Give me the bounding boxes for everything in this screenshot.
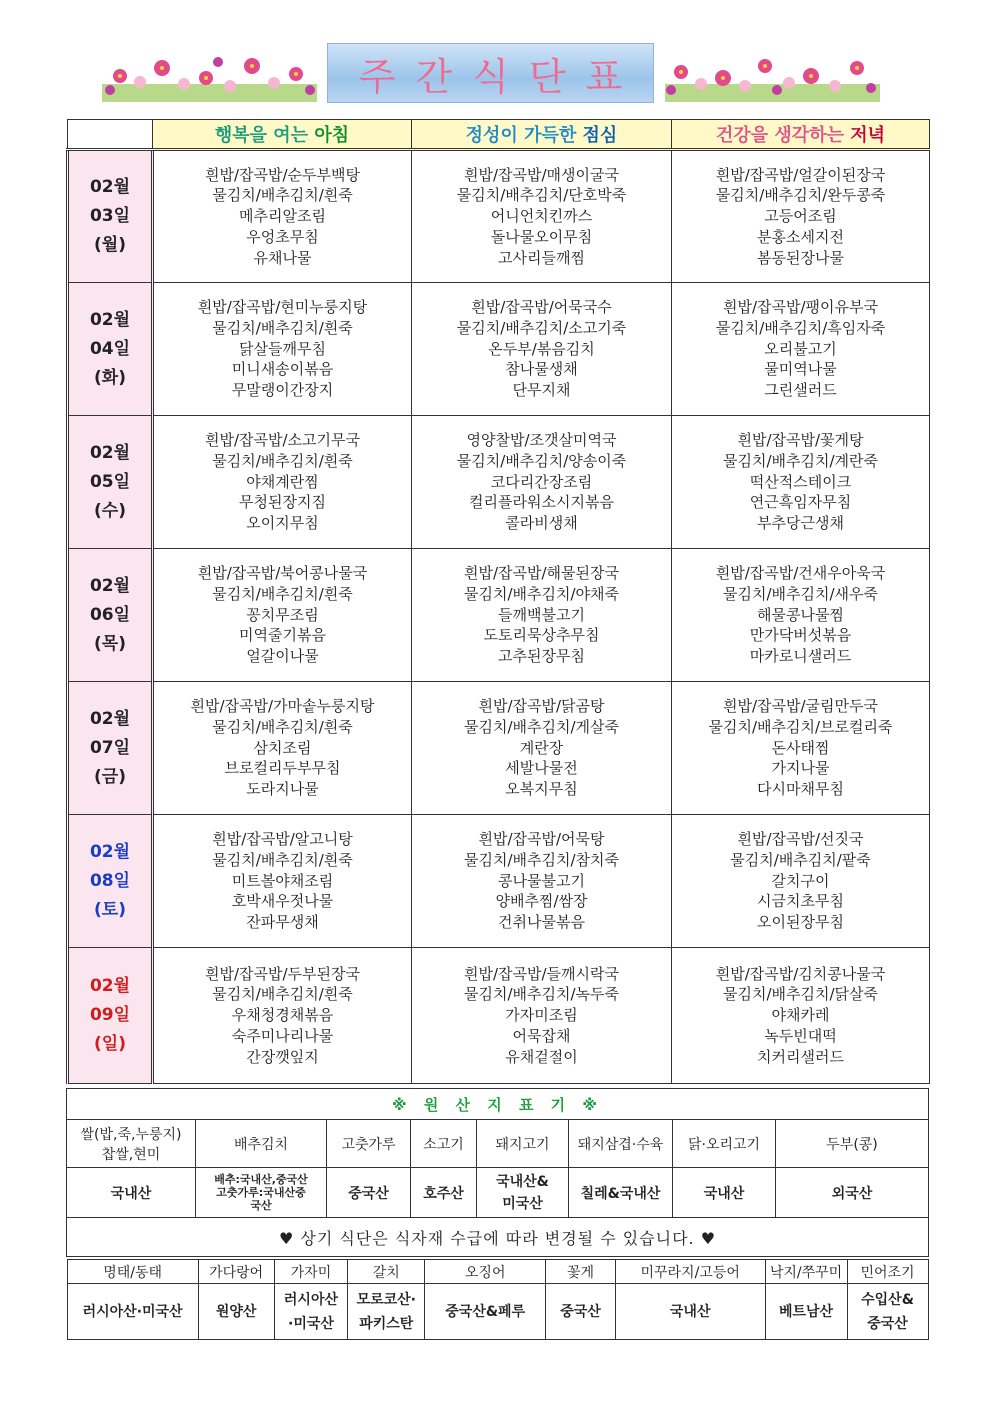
- menu-item: 물김치/배추김치/계란죽: [722, 451, 878, 470]
- menu-item: 잔파무생채: [246, 913, 319, 932]
- menu-item: 물김치/배추김치/녹두죽: [463, 985, 619, 1004]
- menu-item: 물김치/배추김치/흰죽: [212, 985, 353, 1004]
- menu-item: 오이된장무침: [757, 913, 844, 932]
- menu-item: 어니언치킨까스: [490, 207, 593, 226]
- menu-item: 메추리알조림: [239, 207, 326, 226]
- menu-item: 치커리샐러드: [757, 1047, 844, 1066]
- menu-item: 양배추찜/쌈장: [495, 892, 588, 911]
- lunch-menu-cell: [412, 815, 672, 948]
- origin-label-rice-line2: 찹쌀,현미: [101, 1146, 161, 1163]
- breakfast-menu-cell: [153, 682, 412, 815]
- origin-seafood-label: 꽃게: [546, 1260, 616, 1284]
- menu-item: 마카로니샐러드: [749, 647, 852, 666]
- flower-decoration-left: [102, 50, 317, 102]
- lunch-menu-cell: [412, 416, 672, 549]
- menu-item: 물김치/배추김치/흑임자죽: [715, 318, 886, 337]
- origin-seafood-value: [615, 1284, 765, 1340]
- origin-seafood-value-line1: 중국산&페루: [445, 1303, 526, 1320]
- header-blank: [68, 120, 153, 150]
- menu-item: 유채나물: [253, 248, 312, 267]
- date-dow: (토): [94, 899, 126, 920]
- menu-item: 우채청경채볶음: [231, 1006, 334, 1025]
- title-banner: [327, 43, 654, 103]
- origin-value-kimchi-line2: 고춧가루:국내산중: [216, 1186, 306, 1199]
- menu-item: 흰밥/잡곡밥/꽃게탕: [737, 431, 864, 449]
- dinner-menu-cell: [672, 416, 930, 549]
- origin-row2-labels: [67, 1260, 928, 1284]
- menu-item: 우엉초무침: [246, 227, 319, 246]
- menu-item: 흰밥/잡곡밥/두부된장국: [204, 964, 360, 983]
- menu-item: 흰밥/잡곡밥/팽이유부국: [722, 298, 878, 316]
- origin-seafood-value-line1: 러시아산·미국산: [82, 1303, 183, 1320]
- menu-item: 분홍소세지전: [757, 227, 844, 246]
- origin-value-pork-line1: 국내산&: [496, 1173, 549, 1190]
- origin-label-rice-line1: 쌀(밥,죽,누룽지): [80, 1126, 182, 1143]
- page-title: 주간식단표: [358, 54, 643, 99]
- menu-item: 참나물생채: [505, 360, 578, 379]
- origin-value-rice: 국내산: [67, 1168, 196, 1218]
- menu-item: 가자미조림: [505, 1006, 578, 1025]
- menu-item: 브로컬리두부무침: [224, 759, 341, 778]
- day-date-cell: [68, 815, 153, 948]
- notice-text: ♥ 상기 식단은 식자재 수급에 따라 변경될 수 있습니다. ♥: [67, 1218, 929, 1257]
- menu-item: 고등어조림: [764, 207, 837, 226]
- menu-item: 계란장: [519, 738, 564, 757]
- menu-item: 온두부/볶음김치: [488, 339, 595, 358]
- origin-table: [66, 1088, 929, 1342]
- origin-seafood-label: 가다랑어: [198, 1260, 274, 1284]
- menu-item: 도라지나물: [246, 780, 319, 799]
- origin-value-kimchi-line3: 국산: [250, 1199, 272, 1212]
- menu-item: 해물콩나물찜: [757, 605, 844, 624]
- menu-item: 미트볼야채조림: [231, 871, 334, 890]
- menu-day-row: [68, 416, 930, 549]
- origin-label-tofu: 두부(콩): [776, 1120, 929, 1168]
- menu-item: 호박새우젓나물: [231, 892, 334, 911]
- lunch-menu-cell: [412, 150, 672, 283]
- menu-item: 흰밥/잡곡밥/굴림만두국: [722, 697, 878, 715]
- origin-row1-values: [67, 1168, 929, 1218]
- menu-item: 흰밥/잡곡밥/닭곰탕: [478, 697, 605, 715]
- origin-seafood-value: [765, 1284, 847, 1340]
- date-month: 02월: [89, 708, 131, 729]
- menu-item: 오복지무침: [505, 780, 578, 799]
- origin-seafood-value-line2: 파키스탄: [359, 1315, 414, 1332]
- origin-label-pepper: 고춧가루: [327, 1120, 411, 1168]
- breakfast-menu-cell: [153, 416, 412, 549]
- menu-item: 흰밥/잡곡밥/해물된장국: [463, 564, 619, 582]
- menu-item: 닭살들깨무침: [239, 339, 326, 358]
- menu-item: 돈사태찜: [771, 738, 830, 757]
- menu-item: 얼갈이나물: [246, 647, 319, 666]
- menu-item: 흰밥/잡곡밥/얼갈이된장국: [715, 165, 886, 184]
- date-dow: (월): [94, 235, 126, 255]
- day-date-cell: [68, 416, 153, 549]
- origin-seafood-table: [67, 1259, 929, 1340]
- menu-item: 물김치/배추김치/양송이죽: [456, 451, 627, 470]
- menu-item: 연근흑임자무침: [749, 493, 852, 512]
- origin-seafood-value-line1: 수입산&: [861, 1291, 914, 1308]
- date-day: 08일: [89, 870, 131, 891]
- origin-seafood-label: 명태/동태: [67, 1260, 198, 1284]
- menu-item: 가지나물: [771, 759, 830, 778]
- origin-seafood-value-line1: 베트남산: [778, 1303, 834, 1320]
- lunch-menu-cell: [412, 283, 672, 416]
- menu-item: 미역줄기볶음: [239, 626, 326, 645]
- dinner-menu-cell: [672, 283, 930, 416]
- weekly-menu-table: [66, 119, 930, 1084]
- origin-value-beef: 호주산: [411, 1168, 477, 1218]
- lunch-menu-cell: [412, 549, 672, 682]
- menu-day-row: [68, 283, 930, 416]
- menu-item: 영양찰밥/조갯살미역국: [466, 431, 617, 449]
- origin-label-beef: 소고기: [411, 1120, 477, 1168]
- menu-item: 오리불고기: [764, 339, 837, 358]
- origin-seafood-value: [847, 1284, 928, 1340]
- menu-item: 갈치구이: [771, 871, 830, 890]
- menu-item: 흰밥/잡곡밥/어묵국수: [471, 298, 612, 316]
- menu-item: 흰밥/잡곡밥/들깨시락국: [463, 964, 619, 983]
- header-lunch: [412, 120, 672, 150]
- menu-item: 물김치/배추김치/소고기죽: [456, 318, 627, 337]
- date-day: 06일: [89, 604, 131, 625]
- origin-seafood-label: 오징어: [425, 1260, 546, 1284]
- header-breakfast-meal: 아침: [314, 125, 350, 146]
- day-date-cell: [68, 948, 153, 1084]
- origin-seafood-value: [348, 1284, 425, 1340]
- menu-item: 미니새송이볶음: [231, 360, 334, 379]
- menu-item: 콩나물불고기: [498, 871, 585, 890]
- date-month: 02월: [89, 976, 131, 996]
- origin-seafood-value: [67, 1284, 198, 1340]
- menu-item: 물김치/배추김치/흰죽: [212, 717, 353, 736]
- flower-decoration-right: [665, 50, 880, 102]
- origin-seafood-value-line2: 중국산: [867, 1315, 908, 1332]
- header-breakfast-prefix: 행복을 여는: [214, 125, 315, 146]
- breakfast-menu-cell: [153, 150, 412, 283]
- menu-item: 컬리플라워소시지볶음: [469, 493, 614, 512]
- origin-label-pork-belly: 돼지삼겹·수육: [569, 1120, 673, 1168]
- origin-row1-labels: [67, 1120, 929, 1168]
- day-date-cell: [68, 549, 153, 682]
- menu-item: 떡산적스테이크: [749, 472, 852, 491]
- menu-item: 물김치/배추김치/팥죽: [730, 850, 871, 869]
- menu-item: 고추된장무침: [498, 647, 585, 666]
- origin-seafood-value-line1: 모로코산·: [356, 1291, 416, 1308]
- menu-item: 물김치/배추김치/흰죽: [212, 186, 353, 205]
- menu-item: 물김치/배추김치/단호박죽: [456, 186, 627, 205]
- menu-item: 물김치/배추김치/새우죽: [722, 584, 878, 603]
- menu-item: 무청된장지짐: [239, 493, 326, 512]
- origin-value-pork-line2: 미국산: [502, 1195, 543, 1212]
- date-month: 02월: [89, 442, 131, 463]
- date-month: 02월: [89, 575, 131, 596]
- origin-value-kimchi-line1: 배추:국내산,중국산: [214, 1173, 308, 1186]
- menu-item: 물김치/배추김치/닭살죽: [722, 985, 878, 1004]
- menu-header-row: [68, 120, 930, 150]
- date-day: 07일: [89, 737, 131, 758]
- dinner-menu-cell: [672, 150, 930, 283]
- menu-day-row: [68, 682, 930, 815]
- menu-item: 코다리간장조림: [490, 472, 593, 491]
- origin-value-tofu: 외국산: [776, 1168, 929, 1218]
- menu-item: 시금치초무침: [757, 892, 844, 911]
- menu-item: 다시마채무침: [757, 780, 844, 799]
- menu-item: 무말랭이간장지: [231, 381, 334, 400]
- menu-item: 들깨백불고기: [498, 605, 585, 624]
- origin-value-pork-belly: 칠레&국내산: [569, 1168, 673, 1218]
- menu-item: 고사리들깨찜: [498, 248, 585, 267]
- menu-item: 물김치/배추김치/흰죽: [212, 584, 353, 603]
- menu-item: 흰밥/잡곡밥/어묵탕: [478, 830, 605, 848]
- origin-value-pepper: 중국산: [327, 1168, 411, 1218]
- day-date-cell: [68, 283, 153, 416]
- menu-item: 흰밥/잡곡밥/건새우아욱국: [715, 564, 886, 582]
- menu-item: 물김치/배추김치/흰죽: [212, 850, 353, 869]
- origin-seafood-label: 갈치: [348, 1260, 425, 1284]
- origin-seafood-label: 미꾸라지/고등어: [615, 1260, 765, 1284]
- dinner-menu-cell: [672, 815, 930, 948]
- menu-item: 단무지채: [512, 381, 571, 400]
- menu-item: 야채카레: [771, 1006, 830, 1025]
- date-month: 02월: [89, 177, 131, 197]
- origin-seafood-value: [274, 1284, 348, 1340]
- header-dinner-meal: 저녁: [850, 125, 886, 146]
- menu-item: 숙주미나리나물: [231, 1026, 334, 1045]
- dinner-menu-cell: [672, 948, 930, 1084]
- date-day: 04일: [89, 338, 131, 359]
- menu-item: 흰밥/잡곡밥/매생이굴국: [463, 165, 619, 184]
- menu-item: 물김치/배추김치/완두콩죽: [715, 186, 886, 205]
- header-lunch-prefix: 정성이 가득한: [465, 125, 583, 146]
- breakfast-menu-cell: [153, 283, 412, 416]
- menu-item: 삼치조림: [253, 738, 312, 757]
- menu-day-row: [68, 150, 930, 283]
- menu-item: 야채계란찜: [246, 472, 319, 491]
- origin-seafood-label: 낙지/쭈꾸미: [765, 1260, 847, 1284]
- header-lunch-meal: 점심: [582, 125, 618, 146]
- header-breakfast: [153, 120, 412, 150]
- menu-item: 물미역나물: [764, 360, 837, 379]
- date-month: 02월: [89, 309, 131, 330]
- lunch-menu-cell: [412, 948, 672, 1084]
- origin-seafood-label: 민어조기: [847, 1260, 928, 1284]
- breakfast-menu-cell: [153, 948, 412, 1084]
- menu-item: 봄동된장나물: [757, 248, 844, 267]
- origin-value-pork: [477, 1168, 569, 1218]
- menu-item: 물김치/배추김치/흰죽: [212, 318, 353, 337]
- breakfast-menu-cell: [153, 549, 412, 682]
- menu-item: 흰밥/잡곡밥/소고기무국: [204, 431, 360, 449]
- menu-day-row: [68, 815, 930, 948]
- menu-item: 그린샐러드: [764, 381, 837, 400]
- dinner-menu-cell: [672, 682, 930, 815]
- origin-value-poultry: 국내산: [673, 1168, 776, 1218]
- menu-day-row: [68, 549, 930, 682]
- origin-label-poultry: 닭·오리고기: [673, 1120, 776, 1168]
- origin-label-kimchi: 배추김치: [196, 1120, 327, 1168]
- date-day: 03일: [89, 206, 131, 226]
- menu-item: 간장깻잎지: [246, 1047, 319, 1066]
- day-date-cell: [68, 150, 153, 283]
- date-day: 09일: [89, 1005, 131, 1025]
- menu-item: 물김치/배추김치/브로컬리죽: [708, 717, 893, 736]
- menu-item: 물김치/배추김치/참치죽: [463, 850, 619, 869]
- dinner-menu-cell: [672, 549, 930, 682]
- date-dow: (화): [94, 367, 126, 388]
- date-dow: (수): [94, 500, 126, 521]
- origin-seafood-value: [546, 1284, 616, 1340]
- origin-seafood-value-line1: 국내산: [669, 1303, 711, 1320]
- menu-item: 건취나물볶음: [498, 913, 585, 932]
- menu-item: 물김치/배추김치/게살죽: [463, 717, 619, 736]
- date-month: 02월: [89, 841, 131, 862]
- origin-title: ※ 원 산 지 표 기 ※: [67, 1089, 929, 1120]
- menu-item: 흰밥/잡곡밥/가마솥누룽지탕: [190, 697, 375, 715]
- date-dow: (목): [94, 633, 126, 654]
- menu-item: 흰밥/잡곡밥/알고니탕: [212, 830, 353, 848]
- date-dow: (일): [94, 1034, 126, 1054]
- menu-item: 흰밥/잡곡밥/순두부백탕: [204, 165, 360, 184]
- menu-item: 어묵잡채: [512, 1026, 571, 1045]
- menu-item: 오이지무침: [246, 514, 319, 533]
- menu-item: 돌나물오이무침: [490, 227, 593, 246]
- date-dow: (금): [94, 766, 126, 787]
- menu-item: 부추당근생채: [757, 514, 844, 533]
- menu-item: 콜라비생채: [505, 514, 578, 533]
- breakfast-menu-cell: [153, 815, 412, 948]
- menu-day-row: [68, 948, 930, 1084]
- menu-item: 꽁치무조림: [246, 605, 319, 624]
- lunch-menu-cell: [412, 682, 672, 815]
- menu-item: 녹두빈대떡: [764, 1026, 837, 1045]
- menu-item: 흰밥/잡곡밥/현미누룽지탕: [197, 298, 368, 316]
- origin-seafood-value-line2: ·미국산: [288, 1315, 334, 1332]
- menu-item: 세발나물전: [505, 759, 578, 778]
- date-day: 05일: [89, 471, 131, 492]
- day-date-cell: [68, 682, 153, 815]
- menu-item: 흰밥/잡곡밥/선짓국: [737, 830, 864, 848]
- origin-label-rice: [67, 1120, 196, 1168]
- origin-row2-values: [67, 1284, 928, 1340]
- origin-seafood-value: [198, 1284, 274, 1340]
- menu-item: 물김치/배추김치/야채죽: [463, 584, 619, 603]
- origin-seafood-value-line1: 러시아산: [283, 1291, 338, 1308]
- menu-item: 흰밥/잡곡밥/김치콩나물국: [715, 964, 886, 983]
- menu-item: 유채겉절이: [505, 1047, 578, 1066]
- origin-label-pork: 돼지고기: [477, 1120, 569, 1168]
- origin-seafood-label: 가자미: [274, 1260, 348, 1284]
- menu-item: 물김치/배추김치/흰죽: [212, 451, 353, 470]
- menu-item: 흰밥/잡곡밥/북어콩나물국: [197, 564, 368, 582]
- menu-item: 만가닥버섯볶음: [749, 626, 852, 645]
- origin-seafood-value-line1: 중국산: [560, 1303, 601, 1320]
- origin-value-kimchi: [196, 1168, 327, 1218]
- menu-item: 도토리묵상추무침: [483, 626, 600, 645]
- origin-seafood-value: [425, 1284, 546, 1340]
- header-dinner-prefix: 건강을 생각하는: [715, 125, 851, 146]
- origin-seafood-value-line1: 원양산: [215, 1303, 257, 1320]
- header-dinner: [672, 120, 930, 150]
